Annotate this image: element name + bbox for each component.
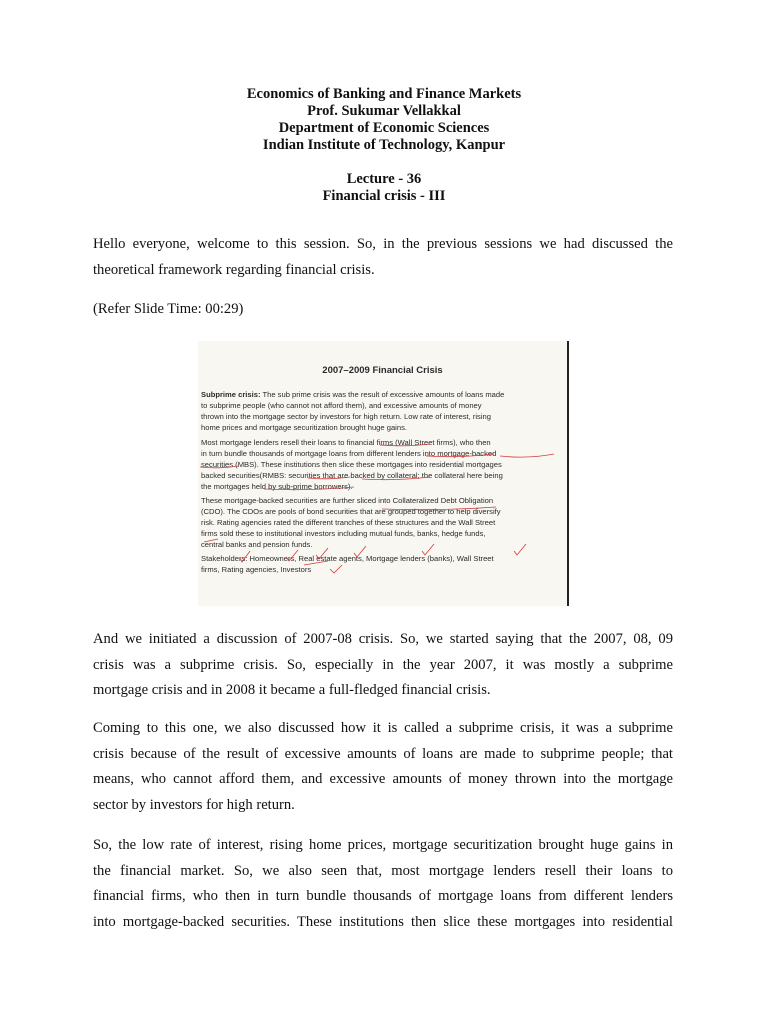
slide-time-text: (Refer Slide Time: 00:29) <box>93 301 244 317</box>
slide-line: Most mortgage lenders resell their loans to financial firms (Wall Street firms), who then <box>201 438 491 447</box>
slide-line: firms sold these to institutional investors including mutual funds, banks, hedge funds, <box>201 529 486 538</box>
paragraph-line: sector by investors for high return. <box>93 796 295 813</box>
slide-title: 2007–2009 Financial Crisis <box>322 365 443 376</box>
body-paragraph <box>93 833 673 935</box>
slide-line: thrown into the mortgage sector by investors for high return. Low rate of interest, rising <box>201 412 491 421</box>
underline-annotation <box>264 487 354 490</box>
slide-line: central banks and pension funds. <box>201 540 313 549</box>
course-title: Economics of Banking and Finance Markets <box>246 86 522 102</box>
underline-annotation <box>200 466 238 468</box>
slide-line: home prices and mortgage securitization brought huge gains. <box>201 423 407 432</box>
slide-line: securities (MBS). These institutions then slice these mortgages into residential mortgages <box>201 460 502 469</box>
lecture-slide-image <box>198 341 569 606</box>
strike-annotation <box>204 539 218 542</box>
paragraph-line: into mortgage-backed securities. These institutions then slice these mortgages into residential <box>93 913 673 930</box>
underline-annotation <box>426 454 494 457</box>
paragraph-line: Hello everyone, welcome to this session. So, in the previous sessions we had discussed the <box>93 236 673 252</box>
lecture-heading <box>0 171 768 205</box>
slide-line: Stakeholders: Homeowners, Real estate agents, Mortgage lenders (banks), Wall Street <box>201 554 494 563</box>
slide-line: to subprime people (who cannot not afford them), and excessive amounts of money <box>201 401 482 410</box>
paragraph-line: mortgage crisis and in 2008 it became a full-fledged financial crisis. <box>93 682 491 698</box>
slide-line: These mortgage-backed securities are further sliced into Collateralized Debt Obligation <box>201 496 494 505</box>
intro-paragraph <box>93 232 673 283</box>
paragraph-line: the financial market. So, we also seen that, most mortgage lenders resell their loans to <box>93 862 673 879</box>
slide-line: firms, Rating agencies, Investors <box>201 565 312 574</box>
professor-name: Prof. Sukumar Vellakkal <box>307 103 461 119</box>
paragraph-line: Coming to this one, we also discussed how it is called a subprime crisis, it was a subprime <box>93 720 673 736</box>
underline-annotation <box>304 561 328 565</box>
body-paragraph <box>93 716 673 818</box>
paragraph-line: financial firms, who then in turn bundle thousands of mortgage loans from different lenders <box>93 888 673 904</box>
underline-annotation <box>362 477 430 480</box>
underline-annotation <box>308 477 350 479</box>
lecture-topic: Financial crisis - III <box>322 188 446 204</box>
paragraph-line: crisis was a subprime crisis. So, especially in the year 2007, it was mostly a subprime <box>93 656 673 673</box>
slide-line: risk. Rating agencies rated the different tranches of these structures and the Wall Street <box>201 518 496 527</box>
paragraph-line: crisis because of the result of excessive amounts of loans are made to subprime people; that <box>93 745 673 762</box>
slide-line: The sub prime crisis was the result of excessive amounts of loans made <box>260 390 505 399</box>
underline-annotation <box>382 507 496 510</box>
tick-annotation <box>514 544 526 555</box>
institute-name: Indian Institute of Technology, Kanpur <box>262 137 506 153</box>
slide-annotations <box>198 341 567 606</box>
underline-annotation <box>380 444 430 446</box>
underline-annotation <box>500 454 554 457</box>
slide-reference <box>93 297 673 323</box>
department-name: Department of Economic Sciences <box>278 120 490 136</box>
slide-line: backed securities(RMBS: securities that are backed by collateral; the collateral here being <box>201 471 503 480</box>
paragraph-line: theoretical framework regarding financial crisis. <box>93 261 375 278</box>
body-paragraph <box>93 627 673 704</box>
lecture-number: Lecture - 36 <box>346 171 422 187</box>
document-header <box>0 86 768 154</box>
tick-annotation <box>240 551 250 562</box>
tick-annotation <box>286 550 298 561</box>
paragraph-line: And we initiated a discussion of 2007-08 crisis. So, we started saying that the 2007, 08, 09 <box>93 631 673 647</box>
tick-annotation <box>422 544 434 555</box>
tick-annotation <box>316 548 328 559</box>
slide-line: the mortgages held by sub-prime borrowers). <box>201 482 353 491</box>
slide-line: in turn bundle thousands of mortgage loans from different lenders into mortgage-backed <box>201 449 497 458</box>
tick-annotation <box>330 565 342 573</box>
paragraph-line: So, the low rate of interest, rising home prices, mortgage securitization brought huge gains in <box>93 837 673 853</box>
slide-line: (CDO). The CDOs are pools of bond securities that are grouped together to help diversify <box>201 507 501 516</box>
paragraph-line: means, who cannot afford them, and excessive amounts of money thrown into the mortgage <box>93 771 673 787</box>
tick-annotation <box>354 546 366 557</box>
slide-label: Subprime crisis: <box>201 390 261 399</box>
